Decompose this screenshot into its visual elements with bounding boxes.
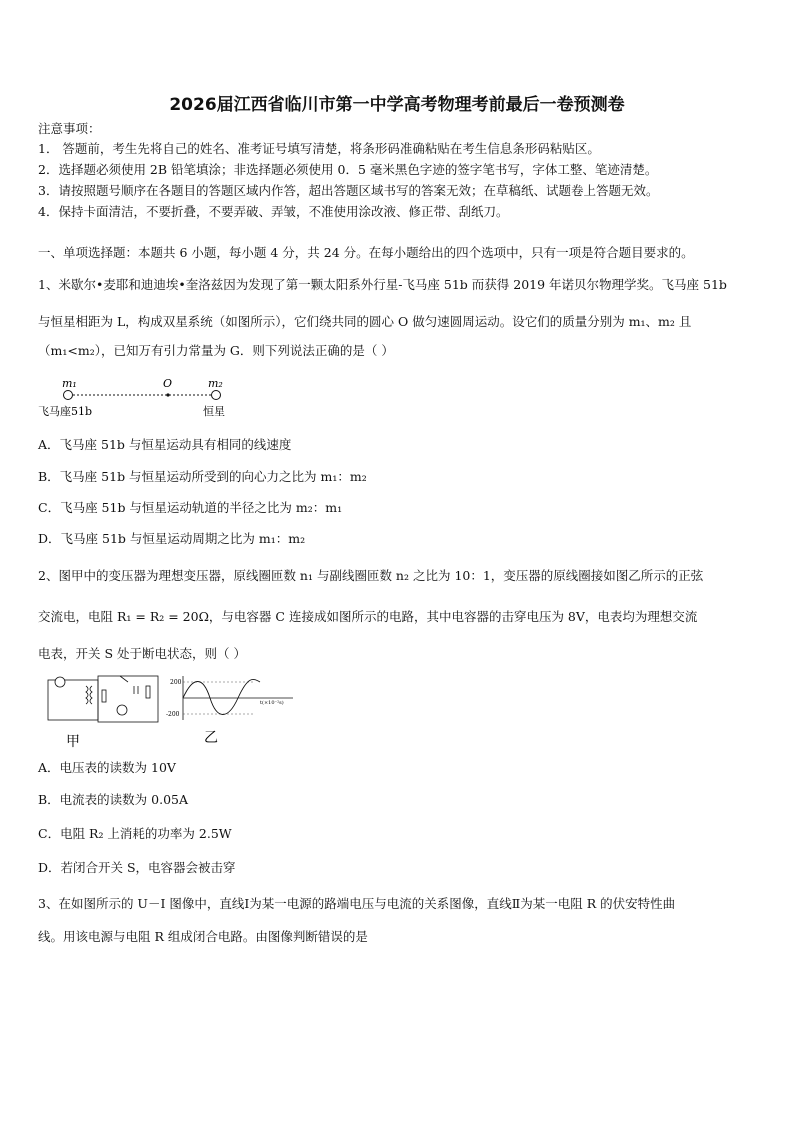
question-2-option-d: D．若闭合开关 S，电容器会被击穿 [38,860,236,875]
question-1-stem: 与恒星相距为 L，构成双星系统（如图所示），它们绕共同的圆心 O 做匀速圆周运动。设它们的质量分别为 m₁、m₂ 且 [38,314,692,329]
switch-icon [120,676,128,682]
O-label: O [163,377,173,390]
t-axis-label: t(×10⁻²s) [260,700,284,706]
notice-item: 1． 答题前，考生先将自己的姓名、准考证号填写清楚，将条形码准确粘贴在考生信息条形码粘贴区。 [38,141,600,156]
figure-jia-label: 甲 [66,734,80,750]
question-1-stem: 1、米歇尔•麦耶和迪迪埃•奎洛兹因为发现了第一颗太阳系外行星-飞马座 51b 而获得 2019 年诺贝尔物理学奖。飞马座 51b [38,277,727,292]
question-2-option-a: A．电压表的读数为 10V [38,760,176,775]
question-1-option-b: B．飞马座 51b 与恒星运动所受到的向心力之比为 m₁：m₂ [38,469,367,484]
section-heading: 一、单项选择题：本题共 6 小题，每小题 4 分，共 24 分。在每小题给出的四个选项中，只有一项是符合题目要求的。 [38,245,694,260]
resistor-r2-icon [146,686,150,698]
question-3-stem: 线。用该电源与电阻 R 组成闭合电路。由图像判断错误的是 [38,929,368,944]
question-1-option-c: C．飞马座 51b 与恒星运动轨道的半径之比为 m₂：m₁ [38,500,343,515]
sine-wave [183,679,260,714]
notice-item: 4．保持卡面清洁，不要折叠，不要弄破、弄皱，不准使用涂改液、修正带、刮纸刀。 [38,204,509,219]
m1-label: m₁ [62,377,77,390]
center-marker [166,393,169,396]
transformer-figure [38,672,298,752]
question-2-stem: 交流电，电阻 R₁ = R₂ = 20Ω，与电容器 C 连接成如图所示的电路，其中电容器的击穿电压为 8V，电表均为理想交流 [38,609,698,624]
secondary-coil-icon [90,686,92,704]
ammeter-icon [55,677,65,687]
m2-label: m₂ [208,377,223,390]
binary-star-figure [38,375,238,425]
y-min-label: -200 [166,711,180,718]
question-1-option-d: D．飞马座 51b 与恒星运动周期之比为 m₁：m₂ [38,531,306,546]
primary-coil-icon [86,686,88,704]
notice-heading: 注意事项： [38,121,101,136]
question-1-option-a: A．飞马座 51b 与恒星运动具有相同的线速度 [38,437,292,452]
star-name: 恒星 [203,405,225,418]
notice-item: 2．选择题必须使用 2B 铅笔填涂；非选择题必须使用 0．5 毫米黑色字迹的签字笔书写，字体工整、笔迹清楚。 [38,162,658,177]
exam-title: 2026届江西省临川市第一中学高考物理考前最后一卷预测卷 [169,95,625,115]
star-marker [212,391,221,400]
question-2-stem: 电表，开关 S 处于断电状态，则（ ） [38,646,246,661]
circuit-diagram [48,676,158,722]
question-2-stem: 2、图甲中的变压器为理想变压器，原线圈匝数 n₁ 与副线圈匝数 n₂ 之比为 10：1，变压器的原线圈接如图乙所示的正弦 [38,568,704,583]
question-1-stem: （m₁<m₂），已知万有引力常量为 G．则下列说法正确的是（ ） [38,343,394,358]
question-2-option-b: B．电流表的读数为 0.05A [38,792,189,807]
planet-marker [64,391,73,400]
question-3-stem: 3、在如图所示的 U－I 图像中，直线Ⅰ为某一电源的路端电压与电流的关系图像，直线Ⅱ为某一电阻 R 的伏安特性曲 [38,896,676,911]
secondary-loop [98,676,158,722]
voltmeter-icon [117,705,127,715]
planet-name: 飞马座51b [38,405,93,418]
resistor-r1-icon [102,690,106,702]
notice-item: 3．请按照题号顺序在各题目的答题区域内作答，超出答题区域书写的答案无效；在草稿纸、试题卷上答题无效。 [38,183,659,198]
figure-yi-label: 乙 [204,730,218,746]
question-2-option-c: C．电阻 R₂ 上消耗的功率为 2.5W [38,826,232,841]
y-max-label: 200 [170,679,182,686]
waveform-graph [166,676,293,720]
